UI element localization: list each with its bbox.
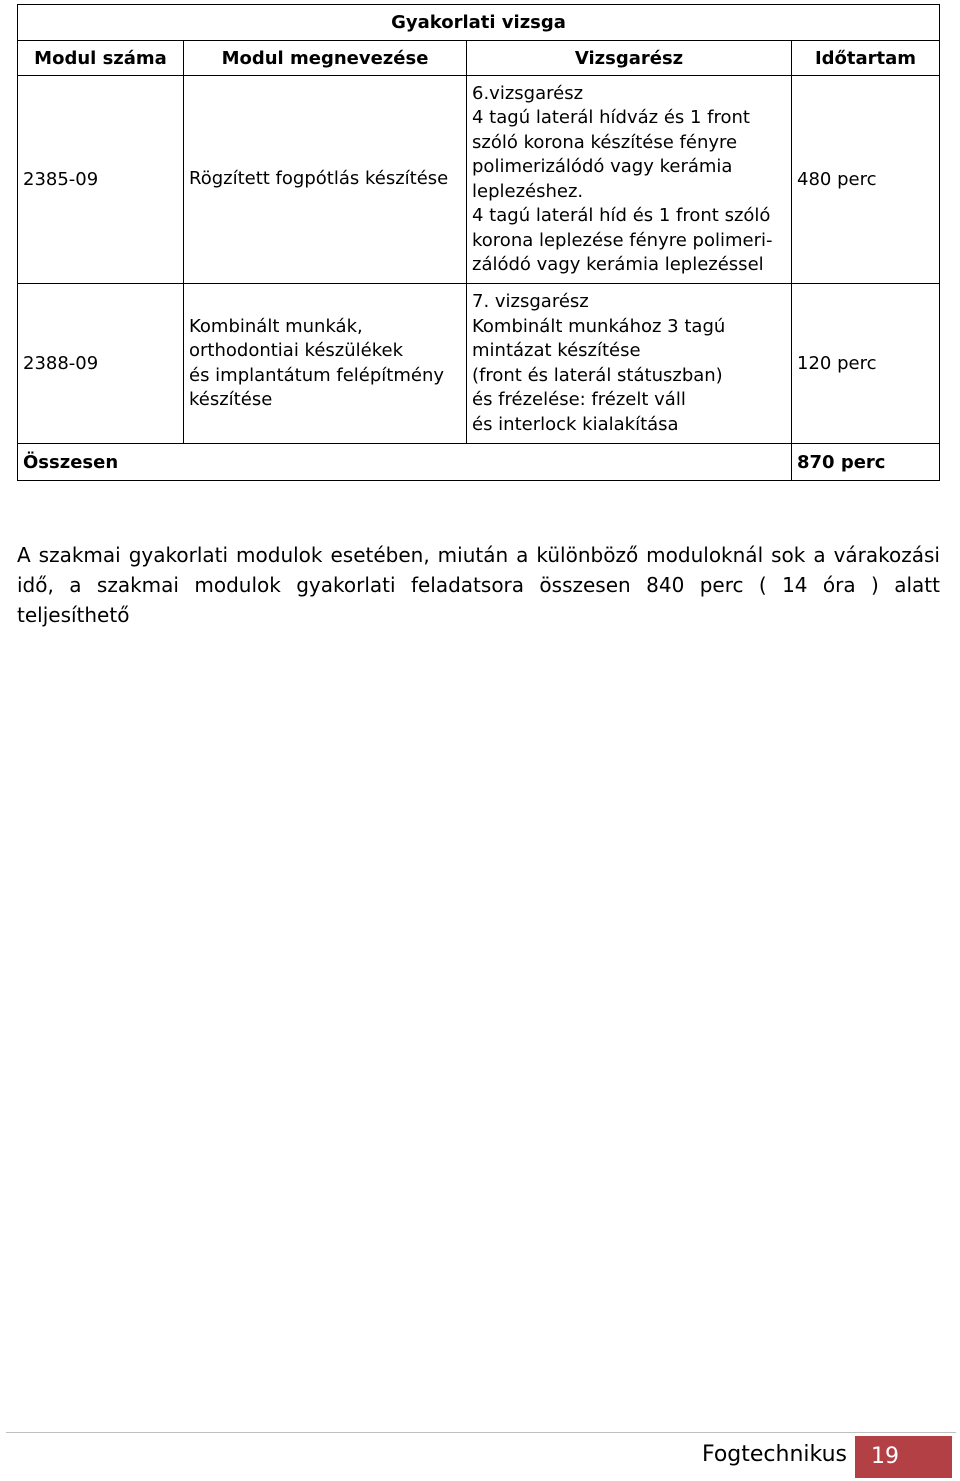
exam-part-line: 7. vizsgarész [472,291,589,312]
total-label: Összesen [18,444,792,481]
exam-part-line: mintázat készítése [472,340,641,361]
module-number-cell: 2385-09 [18,76,184,284]
table-row [18,76,940,284]
total-row [18,444,940,481]
module-name-line: Rögzített fogpótlás készítése [189,168,449,190]
page-footer [0,1432,960,1480]
footer-title: Fogtechnikus [701,1442,847,1467]
exam-part-cell [467,76,792,284]
exam-part-line: és frézelése: frézelt váll [472,389,686,410]
body-paragraph: A szakmai gyakorlati modulok esetében, miután a különböző moduloknál sok a várakozási idő, a szakmai modulok gyakorlati feladatsora összesen 840 perc ( 14 óra ) alatt teljesíthető [17,543,940,627]
table-title-row [18,5,940,41]
module-name-cell [184,76,467,284]
exam-table [17,4,940,481]
exam-part-line: és interlock kialakítása [472,413,679,435]
exam-part-cell [467,284,792,444]
table-title: Gyakorlati vizsga [18,5,940,41]
exam-part-line: 6.vizsgarész [472,82,584,104]
page-number-badge: 19 [855,1436,952,1478]
table-header-row [18,41,940,76]
module-name-cell [184,284,467,444]
exam-part-line: korona leplezése fényre polimeri- [472,229,773,251]
header-exam-part: Vizsgarész [467,41,792,76]
table-row [18,284,940,444]
footer-divider [6,1432,956,1433]
module-name-line: Kombinált munkák, [189,315,363,337]
exam-part-line: 4 tagú laterál hídváz és 1 front [472,107,750,128]
module-number-cell: 2388-09 [18,284,184,444]
module-name-line: készítése [189,389,273,410]
exam-part-line: 4 tagú laterál híd és 1 front szóló [472,205,771,226]
total-duration: 870 perc [792,444,940,481]
duration-cell: 480 perc [792,76,940,284]
duration-cell: 120 perc [792,284,940,444]
header-duration: Időtartam [792,41,940,76]
header-module-name: Modul megnevezése [184,41,467,76]
exam-part-line: (front és laterál státuszban) [472,364,723,386]
header-module-number: Modul száma [18,41,184,76]
exam-part-line: szóló korona készítése fényre [472,131,738,153]
exam-part-line: leplezéshez. [472,180,584,202]
module-name-line: és implantátum felépítmény [189,364,445,386]
exam-part-line: Kombinált munkához 3 tagú [472,315,726,337]
exam-part-line: polimerizálódó vagy kerámia [472,156,733,177]
module-name-line: orthodontiai készülékek [189,340,403,361]
exam-part-line: zálódó vagy kerámia leplezéssel [472,254,764,275]
